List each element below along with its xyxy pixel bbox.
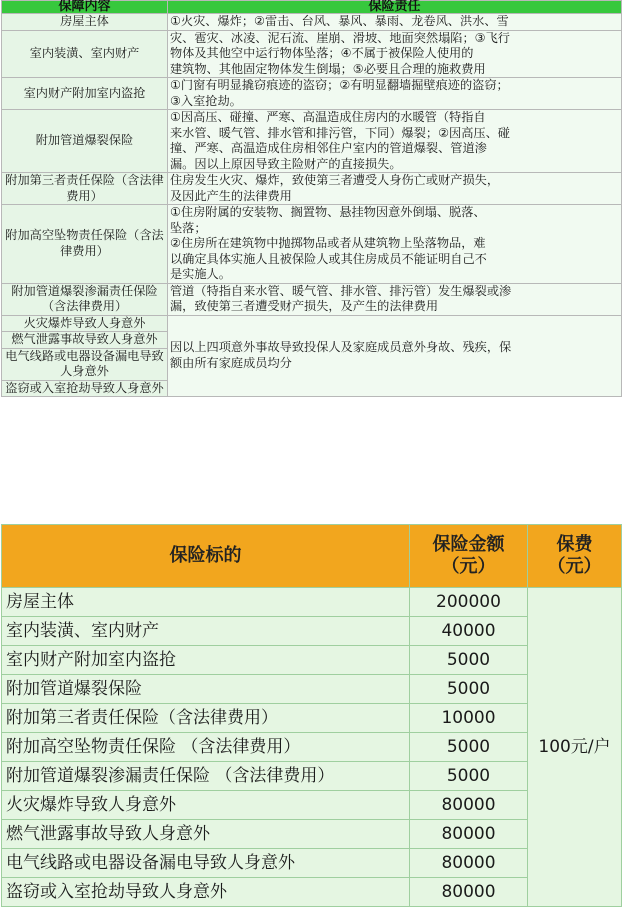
- header-sum-insured-line1: 保险金额: [432, 534, 505, 555]
- header-sum-insured: [410, 525, 528, 588]
- sum-insured-cell: 5000: [410, 733, 528, 762]
- duty-line: 来水管、暖气管、排水管和排污管，下同）爆裂；②因高压、碰: [170, 125, 510, 140]
- insured-subject-cell: 室内装潢、室内财产: [2, 617, 410, 646]
- duty-line: ②住房所在建筑物中抛掷物品或者从建筑物上坠落物品，难: [170, 236, 486, 250]
- header-insured-subject: 保险标的: [2, 525, 410, 588]
- duty-line: 漏，致使第三者遭受财产损失，及产生的法律费用: [170, 299, 439, 313]
- coverage-row: [2, 283, 622, 315]
- duty-line: ①火灾、爆炸；②雷击、台风、暴风、暴雨、龙卷风、洪水、雪: [170, 14, 509, 28]
- coverage-content-cell: 室内装潢、室内财产: [2, 30, 168, 78]
- sum-insured-cell: 5000: [410, 675, 528, 704]
- duty-line: 以确定具体实施人且被保险人或其住房成员不能证明自己不: [170, 251, 487, 266]
- sum-row: [2, 588, 622, 617]
- accident-item-cell: 盗窃或入室抢劫导致人身意外: [2, 380, 168, 397]
- accident-item-cell: 火灾爆炸导致人身意外: [2, 315, 168, 332]
- sum-insured-cell: 80000: [410, 878, 528, 907]
- sum-insured-cell: 5000: [410, 762, 528, 791]
- duty-line: ①因高压、碰撞、严寒、高温造成住房内的水暖管（特指自: [170, 110, 486, 124]
- sum-insured-cell: 10000: [410, 704, 528, 733]
- duty-line: 建筑物、其他固定物体发生倒塌；⑤必要且合理的施救费用: [170, 61, 486, 76]
- coverage-content-cell: 附加管道爆裂保险: [2, 110, 168, 173]
- coverage-duty-cell: [168, 205, 622, 284]
- sum-insured-cell: 80000: [410, 791, 528, 820]
- header-premium: [528, 525, 622, 588]
- coverage-row: [2, 14, 622, 31]
- duty-line: 额由所有家庭成员均分: [170, 355, 292, 370]
- coverage-duty-cell: [168, 30, 622, 78]
- coverage-duty-cell: [168, 14, 622, 31]
- insured-subject-cell: 附加管道爆裂保险: [2, 675, 410, 704]
- insured-subject-cell: 附加第三者责任保险（含法律费用）: [2, 704, 410, 733]
- duty-line: 灾、雹灾、冰凌、泥石流、崖崩、滑坡、地面突然塌陷；③飞行: [170, 30, 510, 45]
- coverage-duty-cell: [168, 110, 622, 173]
- accident-duty-cell: [168, 315, 622, 397]
- duty-line: 管道（特指自来水管、暖气管、排水管、排污管）发生爆裂或渗: [170, 283, 512, 298]
- duty-line: 物体及其他空中运行物体坠落；④不属于被保险人使用的: [170, 46, 474, 60]
- coverage-duty-table: [1, 0, 622, 397]
- header-premium-line1: 保费: [556, 534, 593, 555]
- insured-subject-cell: 燃气泄露事故导致人身意外: [2, 820, 410, 849]
- duty-line: 因以上四项意外事故导致投保人及家庭成员意外身故、残疾，保: [170, 340, 512, 355]
- coverage-row: [2, 78, 622, 110]
- insured-subject-cell: 电气线路或电器设备漏电导致人身意外: [2, 849, 410, 878]
- duty-line: ①门窗有明显撬窃痕迹的盗窃；②有明显翻墙掘壁痕迹的盗窃；: [170, 78, 509, 92]
- coverage-content-cell: 房屋主体: [2, 14, 168, 31]
- duty-line: 住房发生火灾、爆炸，致使第三者遭受人身伤亡或财产损失，: [170, 173, 500, 187]
- sum-insured-cell: 5000: [410, 646, 528, 675]
- sum-table-header: [2, 525, 622, 588]
- duty-line: ③入室抢劫。: [170, 93, 242, 108]
- header-coverage-content: 保障内容: [2, 1, 168, 14]
- sum-insured-cell: 40000: [410, 617, 528, 646]
- insured-subject-cell: 火灾爆炸导致人身意外: [2, 791, 410, 820]
- coverage-content-cell: 室内财产附加室内盗抢: [2, 78, 168, 110]
- coverage-row: [2, 30, 622, 78]
- coverage-duty-cell: [168, 78, 622, 110]
- coverage-content-cell: 附加第三者责任保险（含法律费用）: [2, 173, 168, 205]
- duty-line: 是实施人。: [170, 267, 231, 281]
- insured-subject-cell: 房屋主体: [2, 588, 410, 617]
- header-sum-insured-line2: （元）: [441, 556, 496, 577]
- insured-subject-cell: 室内财产附加室内盗抢: [2, 646, 410, 675]
- coverage-row: [2, 173, 622, 205]
- duty-line: ①住房附属的安装物、搁置物、悬挂物因意外倒塌、脱落、: [170, 205, 486, 219]
- header-insurance-duty: 保险责任: [168, 1, 622, 14]
- sum-insured-table: [1, 524, 622, 907]
- duty-line: 撞、严寒、高温造成住房相邻住户室内的管道爆裂、管道渗: [170, 141, 487, 155]
- coverage-row: [2, 110, 622, 173]
- duty-line: 及因此产生的法律费用: [170, 188, 292, 203]
- accident-item-cell: 燃气泄露事故导致人身意外: [2, 332, 168, 349]
- coverage-table-header: [2, 1, 622, 14]
- sum-insured-cell: 80000: [410, 820, 528, 849]
- header-premium-line2: （元）: [547, 556, 602, 577]
- duty-line: 漏。因以上原因导致主险财产的直接损失。: [170, 156, 402, 171]
- insured-subject-cell: 附加管道爆裂渗漏责任保险 （含法律费用）: [2, 762, 410, 791]
- coverage-content-cell: 附加高空坠物责任保险（含法律费用）: [2, 205, 168, 284]
- accident-item-cell: 电气线路或电器设备漏电导致人身意外: [2, 348, 168, 380]
- coverage-content-cell: 附加管道爆裂渗漏责任保险 （含法律费用）: [2, 283, 168, 315]
- accident-row: [2, 315, 622, 332]
- coverage-row: [2, 205, 622, 284]
- duty-line: 坠落；: [170, 220, 207, 235]
- premium-cell: 100元/户: [528, 588, 622, 907]
- coverage-duty-cell: [168, 283, 622, 315]
- coverage-duty-cell: [168, 173, 622, 205]
- insured-subject-cell: 附加高空坠物责任保险 （含法律费用）: [2, 733, 410, 762]
- sum-insured-cell: 200000: [410, 588, 528, 617]
- sum-insured-cell: 80000: [410, 849, 528, 878]
- insured-subject-cell: 盗窃或入室抢劫导致人身意外: [2, 878, 410, 907]
